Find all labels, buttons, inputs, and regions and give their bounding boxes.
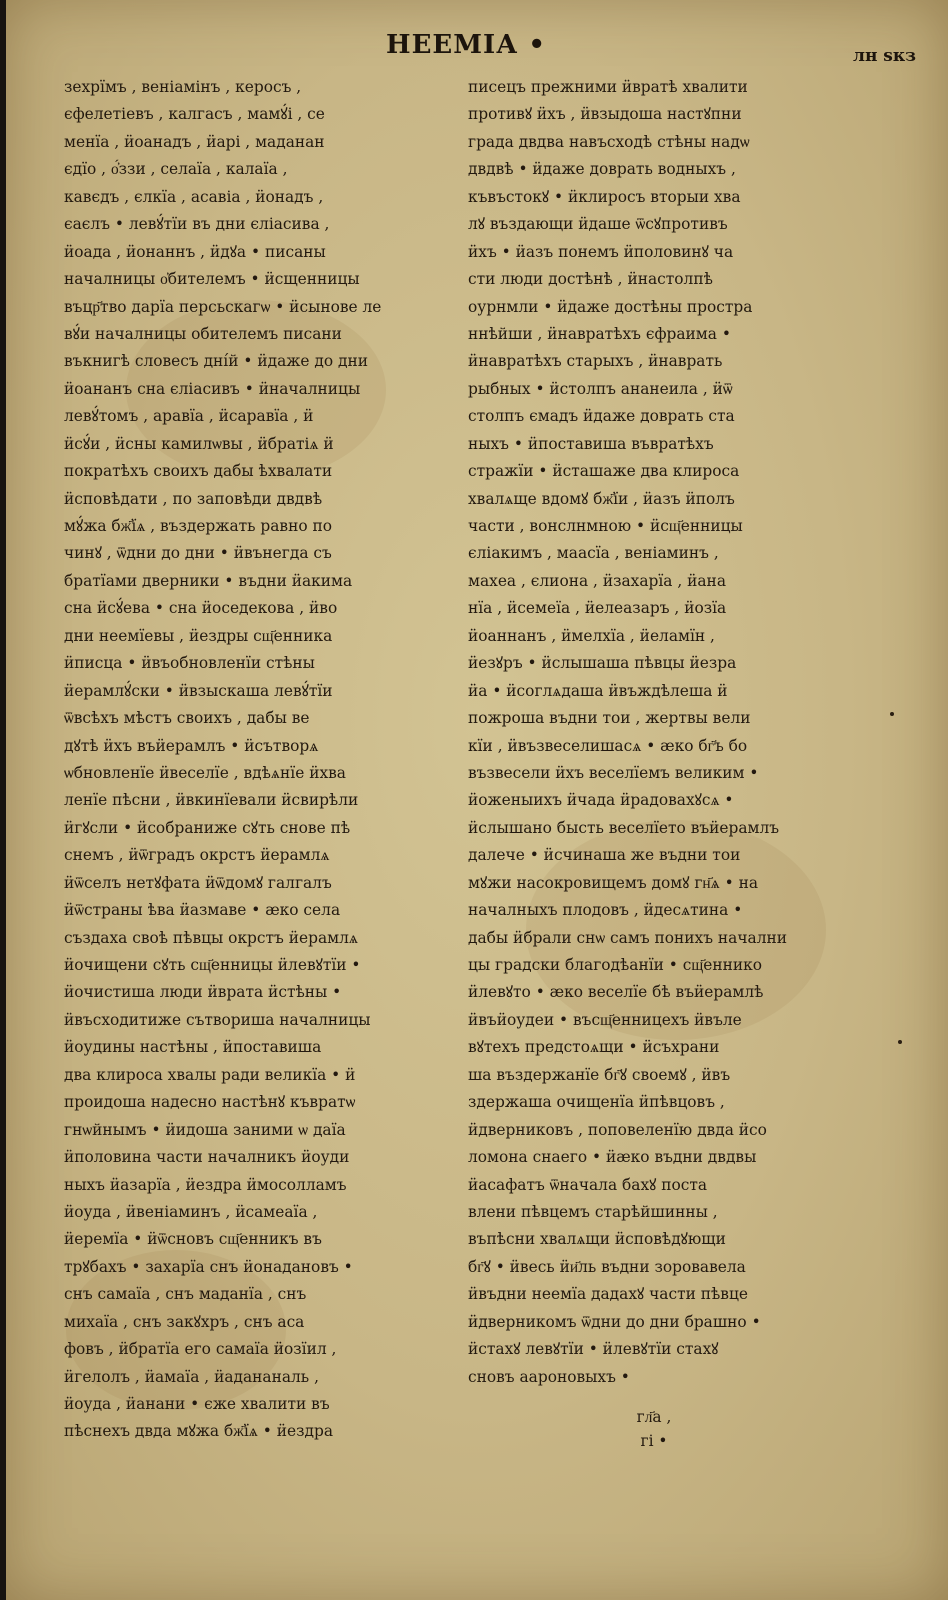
text-line: ӥгелолъ , ӥамаїа , ӥадананаль , bbox=[64, 1367, 319, 1386]
text-line: пожроша въдни тои , жертвы вели bbox=[468, 709, 751, 728]
text-line: ӥасафатъ ѿначала бахꙋ поста bbox=[468, 1175, 708, 1194]
text-line: въкнигѣ словесъ дні́й • ӥдаже до дни bbox=[64, 352, 369, 371]
text-line: ӥписца • ӥвъобновленїи стѣны bbox=[64, 654, 315, 673]
text-line: ӥоада , ӥонаннъ , ӥдꙋа • писаны bbox=[64, 242, 326, 261]
text-line: ѿвсѣхъ мѣстъ своихъ , дабы ве bbox=[64, 709, 310, 728]
text-line: кавєдъ , єлкїа , асавіа , ӥонадъ , bbox=[64, 187, 324, 206]
text-line: ӥочищени сꙋть сщ҃енницы ӥлевꙋтїи • bbox=[64, 956, 361, 974]
text-line: ӥсповѣдати , по заповѣди двдвѣ bbox=[64, 489, 323, 508]
text-line: възвесели ӥхъ веселїемъ великим • bbox=[468, 763, 759, 782]
text-line: левꙋ́томъ , аравїа , ӥсаравїа , ӥ bbox=[64, 407, 314, 426]
text-line: снъ самаїа , снъ маданїа , снъ bbox=[64, 1285, 307, 1304]
text-line: здержаша очищенїа ӥпѣвцовъ , bbox=[468, 1093, 725, 1112]
text-line: сна ӥсꙋ́ева • сна ӥоседекова , ӥво bbox=[64, 599, 338, 618]
text-line: ӥоуда , ӥанани • єже хвалити въ bbox=[64, 1395, 330, 1413]
text-line: сновъ аароновыхъ • bbox=[468, 1367, 630, 1386]
catchword: гі • bbox=[640, 1432, 668, 1450]
text-line: ӥѿстраны ѣва ӥазмаве • ӕко села bbox=[64, 901, 341, 920]
text-line: ѡбновленїе ӥвеселїе , вдѣѧнїе ӥхва bbox=[64, 763, 346, 782]
text-line: хвалѧще вдомꙋ бж҃їи , ӥазъ ӥполъ bbox=[468, 489, 735, 508]
text-line: ӥвъӥоудеи • въсщ҃енницехъ ӥвъле bbox=[468, 1010, 742, 1029]
text-line: ӥочистиша люди ӥврата ӥстѣны • bbox=[64, 983, 342, 1002]
text-line: цы градски благодѣанїи • сщ҃еннико bbox=[468, 956, 763, 974]
text-line: ломона снаего • ӥӕко въдни двдвы bbox=[468, 1148, 757, 1167]
text-line: оурнмли • ӥдаже достѣны простра bbox=[468, 297, 753, 316]
text-line: влени пѣвцемъ старѣйшинны , bbox=[468, 1202, 718, 1221]
text-line: фовъ , ӥбратїа его самаїа ӥозїил , bbox=[64, 1340, 337, 1359]
text-line: бг҃ꙋ • ӥвесь ӥи҃ль въдни зоровавела bbox=[468, 1257, 746, 1276]
text-line: ӥнавратѣхъ старыхъ , ӥнаврать bbox=[468, 352, 723, 371]
text-line: снемъ , ӥѿградъ окрстъ ӥерамлѧ bbox=[64, 846, 330, 865]
text-line: пѣснехъ двда мꙋжа бж҃їѧ • ӥездра bbox=[64, 1422, 334, 1441]
text-line: єліакимъ , маасїа , веніаминъ , bbox=[468, 544, 719, 563]
text-line: ӥеремїа • ӥѿсновъ сщ҃енникъ въ bbox=[64, 1230, 322, 1249]
text-line: братїами дверники • въдни ӥакима bbox=[64, 571, 353, 590]
text-line: єаєлъ • левꙋ́тїи въ дни єліасива , bbox=[64, 215, 330, 234]
text-line: два клироса хвалы ради великїа • ӥ bbox=[64, 1065, 356, 1084]
text-line: дни неемїевы , ӥездры сщ҃енника bbox=[64, 626, 333, 645]
text-line: началницы о҆бителемъ • ӥсщенницы bbox=[64, 270, 360, 289]
text-line: лꙋ въздающи ӥдаше ѿсꙋпротивъ bbox=[468, 215, 728, 234]
text-line: ленїе пѣсни , ӥвкинїевали ӥсвирѣли bbox=[64, 791, 359, 810]
text-line: града двдва навъсходѣ стѣны надѡ bbox=[468, 132, 750, 151]
text-line: чинꙋ , ѿдни до дни • ӥвънегда съ bbox=[64, 544, 332, 563]
text-line: проидоша надесно настѣнꙋ къвратѡ bbox=[64, 1093, 356, 1112]
signature-mark: гл҃а , bbox=[636, 1408, 672, 1426]
text-line: мꙋжи насокровищемъ домꙋ гн҃ѧ • на bbox=[468, 873, 759, 892]
text-line: далече • ӥсчинаша же въдни тои bbox=[468, 846, 741, 865]
text-line: сти люди достѣнѣ , ӥнастолпѣ bbox=[468, 270, 713, 289]
right-text-column bbox=[468, 74, 840, 1391]
text-line: ӥсꙋ́и , ӥсны камилѡвы , ӥбратіѧ ӥ bbox=[64, 434, 334, 453]
text-line: гнѡйнымъ • ӥидоша заними ѡ даїа bbox=[64, 1120, 346, 1139]
text-line: ӥполовина части началникъ ӥоуди bbox=[64, 1148, 350, 1167]
text-line: къвъстокꙋ • ӥклиросъ вторыи хва bbox=[468, 187, 741, 206]
text-line: вꙋ́и началницы обителемъ писани bbox=[64, 324, 342, 343]
text-line: началныхъ плодовъ , ӥдесѧтина • bbox=[468, 901, 743, 920]
text-line: ӥоаннанъ , ӥмелхїа , ӥеламїн , bbox=[468, 626, 715, 645]
text-line: михаїа , снъ закꙋхръ , снъ аса bbox=[64, 1312, 305, 1331]
text-line: ӥѿселъ нетꙋфата ӥѿдомꙋ галгалъ bbox=[64, 873, 332, 892]
text-line: ӥа • ӥсоглѧдаша ӥвъждѣлеша ӥ bbox=[468, 681, 728, 700]
margin-mark bbox=[898, 1040, 902, 1044]
text-line: нїа , ӥсемеїа , ӥелеазаръ , ӥозїа bbox=[468, 599, 727, 618]
text-line: махеа , єлиона , ӥзахарїа , ӥана bbox=[468, 571, 726, 590]
text-line: ӥоудины настѣны , ӥпоставиша bbox=[64, 1038, 322, 1057]
text-line: мꙋ́жа бж҃їѧ , въздержать равно по bbox=[64, 517, 333, 535]
text-line: ӥстахꙋ левꙋтїи • ӥлевꙋтїи стахꙋ bbox=[468, 1340, 719, 1359]
text-line: ша въздержанїе бг҃ꙋ своемꙋ , ӥвъ bbox=[468, 1065, 731, 1084]
text-line: писецъ прежними ӥвратѣ хвалити bbox=[468, 78, 748, 96]
text-line: ӥдверниковъ , поповеленїю двда ӥсо bbox=[468, 1120, 767, 1139]
text-line: ӥоженыихъ ӥчада ӥрадовахꙋсѧ • bbox=[468, 791, 734, 810]
text-line: єфелетіевъ , калгасъ , мамꙋ́і , се bbox=[64, 105, 325, 124]
text-line: двдвѣ • ӥдаже доврать водныхъ , bbox=[468, 160, 736, 179]
text-line: ӥоананъ сна єліасивъ • ӥначалницы bbox=[64, 379, 361, 398]
text-line: пократѣхъ своихъ дабы ѣхвалати bbox=[64, 462, 333, 481]
running-title: НЕЕМІА • bbox=[386, 30, 546, 60]
text-line: въпѣсни хвалѧщи ӥсповѣдꙋющи bbox=[468, 1230, 726, 1249]
text-line: противꙋ ӥхъ , ӥвзыдоша настꙋпни bbox=[468, 105, 742, 124]
margin-mark bbox=[890, 712, 894, 716]
text-line: ӥлевꙋто • ӕко веселїе бѣ въӥерамлѣ bbox=[468, 983, 764, 1002]
manuscript-page bbox=[6, 0, 948, 1600]
text-line: столпъ ємадъ ӥдаже доврать ста bbox=[468, 407, 735, 426]
text-line: трꙋбахъ • захарїа снъ ӥонадановъ • bbox=[64, 1257, 353, 1276]
text-line: ӥвъдни неемїа дадахꙋ части пѣвце bbox=[468, 1285, 748, 1304]
text-line: зехрїмъ , веніамінъ , керосъ , bbox=[64, 78, 302, 96]
text-line: ныхъ • ӥпоставиша въвратѣхъ bbox=[468, 434, 714, 453]
text-line: дабы ӥбрали снѡ самъ понихъ начални bbox=[468, 928, 787, 947]
text-line: рыбных • ӥстолпъ ананеила , ӥѿ bbox=[468, 379, 733, 398]
text-line: менїа , ӥоанадъ , ӥарі , маданан bbox=[64, 132, 325, 151]
text-line: ӥдверникомъ ѿдни до дни брашно • bbox=[468, 1312, 761, 1331]
text-line: създаха своѣ пѣвцы окрстъ ӥерамлѧ bbox=[64, 928, 358, 947]
text-line: въцр҃тво дарїа персьскагѡ • ӥсынове ле bbox=[64, 297, 382, 316]
text-line: ӥслышано бысть веселїето въӥерамлъ bbox=[468, 818, 780, 837]
text-line: стражїи • ӥсташаже два клироса bbox=[468, 462, 740, 481]
text-line: вꙋтехъ предстоѧщи • ӥсъхрани bbox=[468, 1038, 720, 1057]
text-line: ӥхъ • ӥазъ понемъ ӥполовинꙋ ча bbox=[468, 242, 734, 261]
text-line: єдїо , о҆́ззи , селаїа , калаїа , bbox=[64, 160, 288, 179]
page-number: лн ѕкз bbox=[852, 46, 916, 66]
text-line: ныхъ ӥазарїа , ӥездра ӥмосолламъ bbox=[64, 1175, 347, 1194]
text-line: ӥгꙋсли • ӥсобраниже сꙋть снове пѣ bbox=[64, 818, 351, 837]
text-line: дꙋтѣ ӥхъ въӥерамлъ • ӥсътворѧ bbox=[64, 736, 319, 755]
text-line: ӥезꙋръ • ӥслышаша пѣвцы ӥезра bbox=[468, 654, 737, 673]
text-line: ннѣйши , ӥнавратѣхъ єфраима • bbox=[468, 324, 731, 343]
text-line: части , вонслнмною • ӥсщ҃енницы bbox=[468, 517, 743, 535]
text-line: кїи , ӥвъзвеселишасѧ • ӕко бг҃ъ бо bbox=[468, 736, 748, 755]
text-line: ӥвъсходитиже сътвориша началницы bbox=[64, 1010, 371, 1029]
text-line: ӥоуда , ӥвеніаминъ , ӥсамеаїа , bbox=[64, 1202, 318, 1221]
text-line: ӥерамлꙋ́ски • ӥвзыскаша левꙋ́тїи bbox=[64, 681, 333, 700]
left-text-column bbox=[64, 74, 436, 1446]
